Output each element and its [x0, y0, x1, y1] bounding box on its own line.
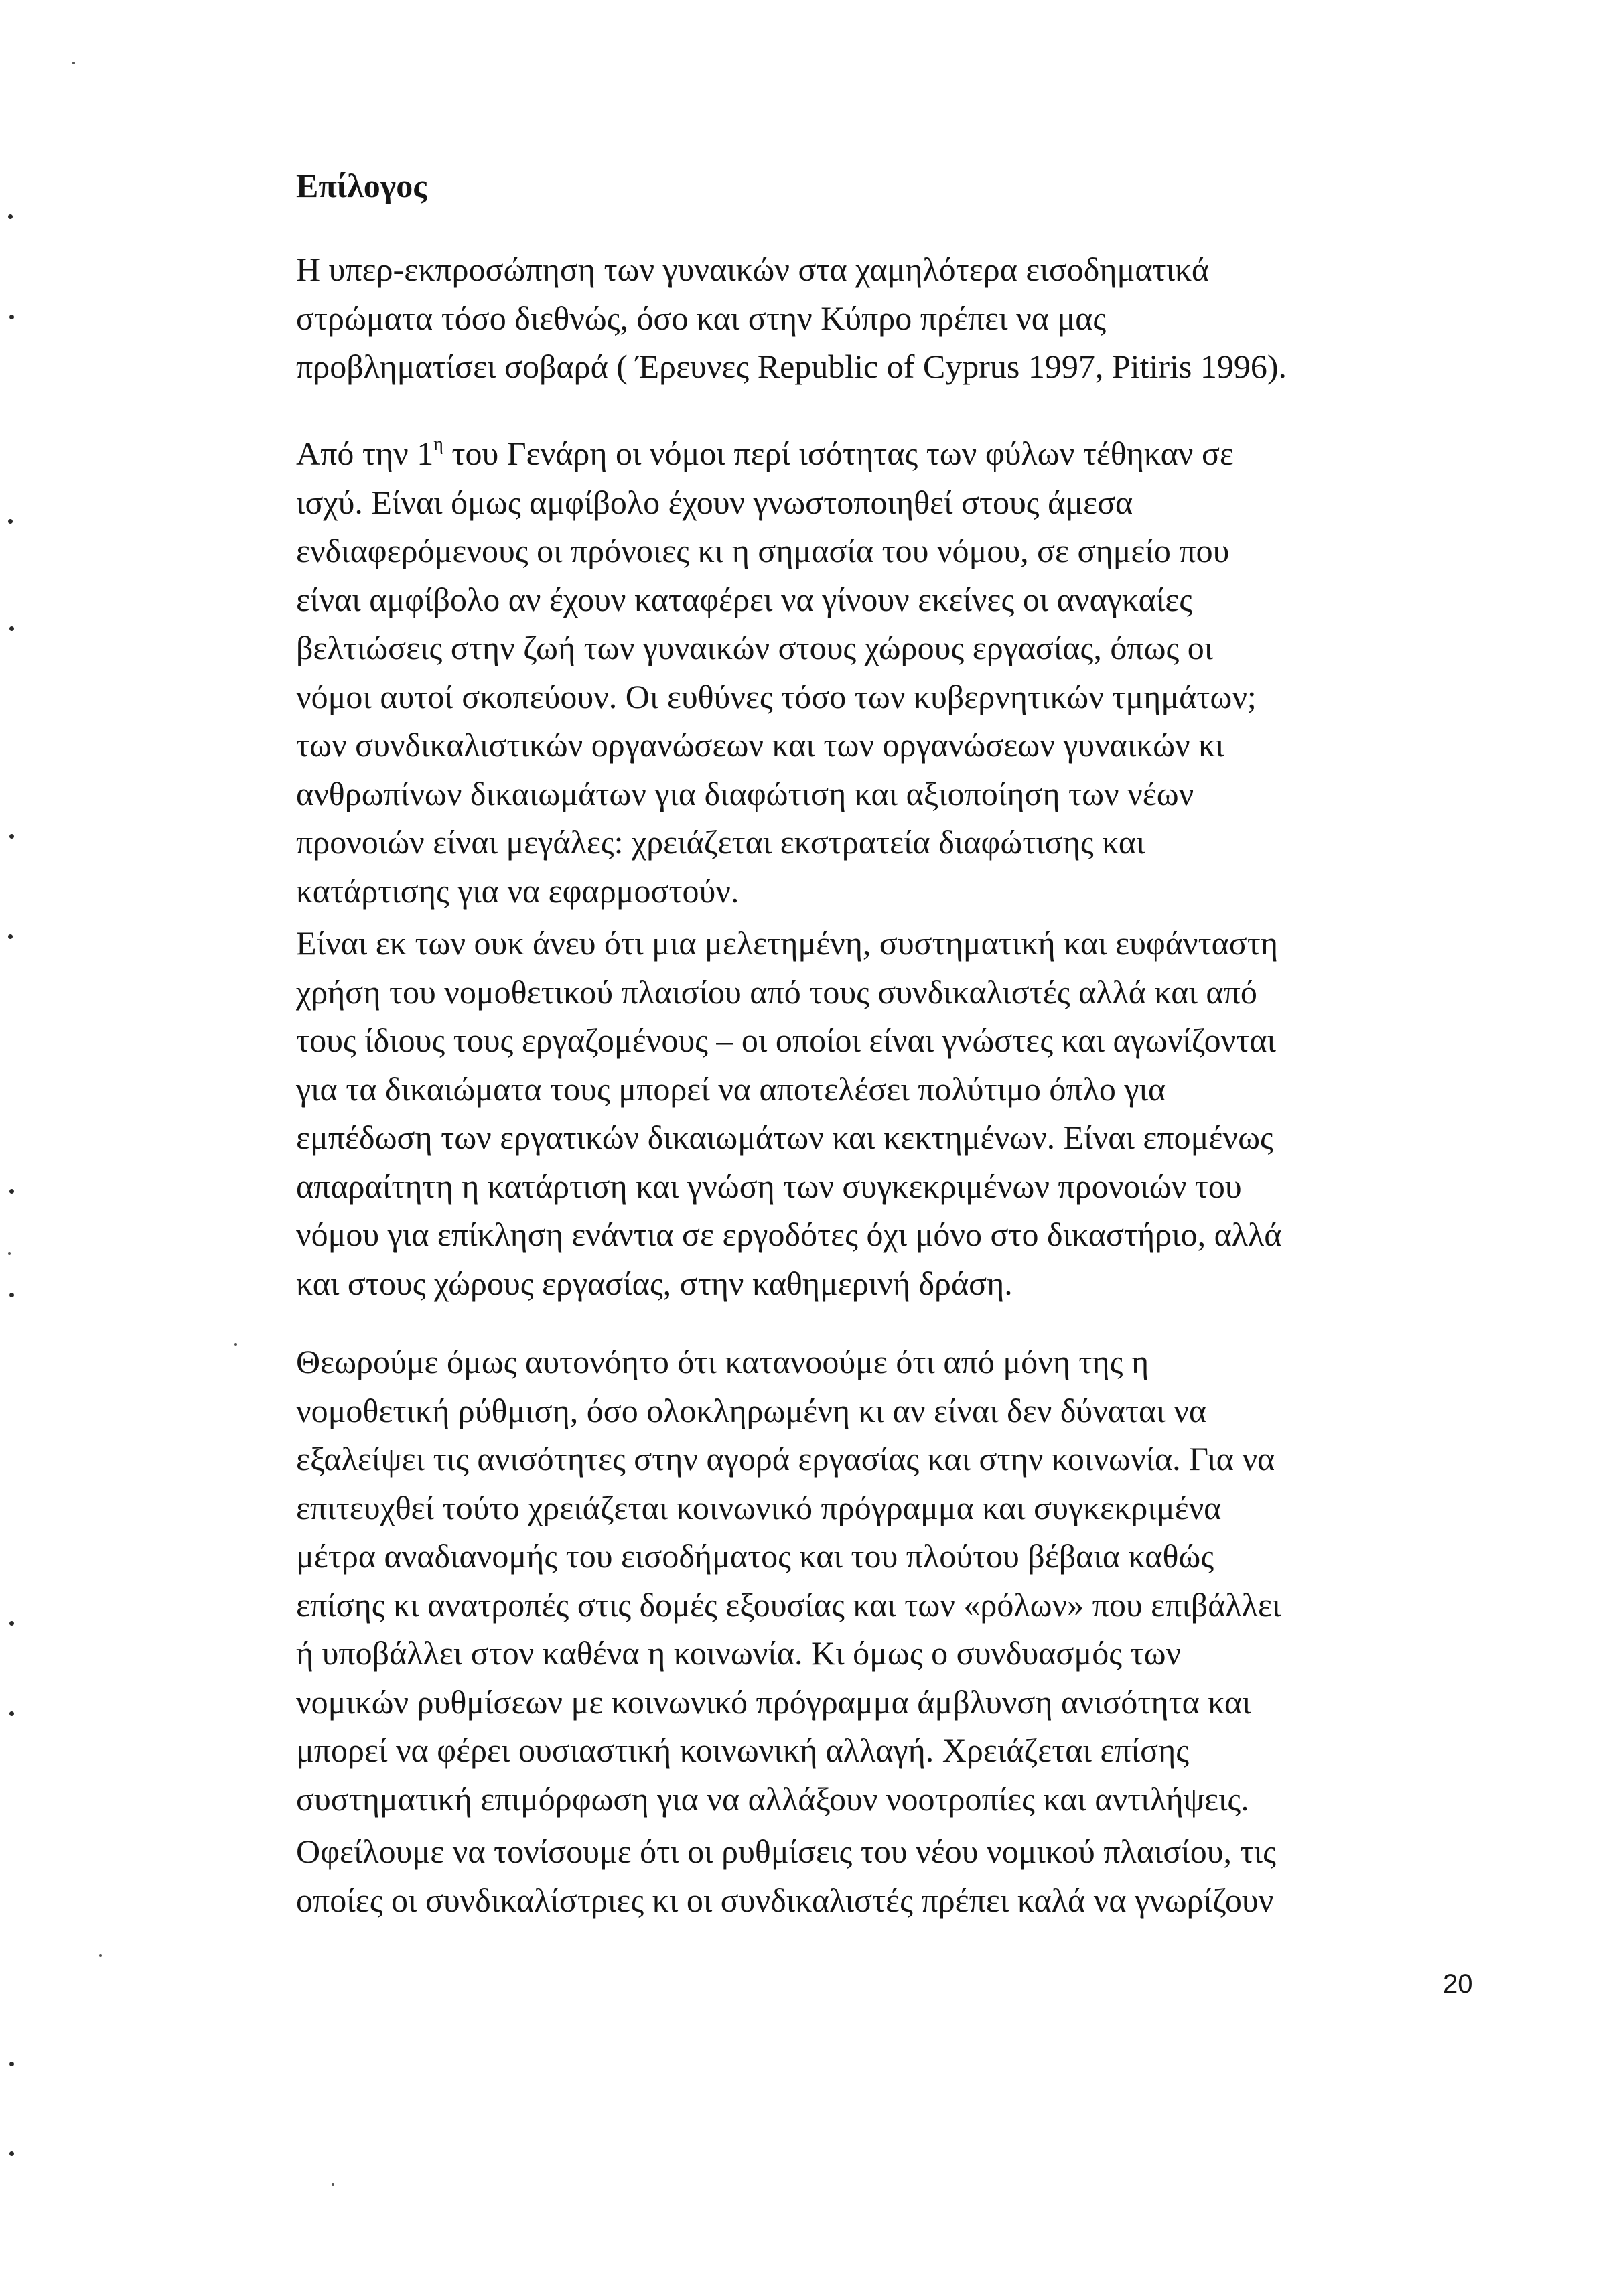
text-line: νομοθετική ρύθμιση, όσο ολοκληρωμένη κι αν είναι δεν δύναται να — [296, 1391, 1207, 1429]
section-heading: Επίλογος — [296, 167, 427, 204]
text-line: εμπέδωση των εργατικών δικαιωμάτων και κεκτημένων. Είναι επομένως — [296, 1119, 1273, 1156]
page-number: 20 — [1443, 1969, 1473, 1999]
text-line: προνοιών είναι μεγάλες: χρειάζεται εκστρατεία διαφώτισης και — [296, 823, 1145, 861]
scan-speck — [99, 1954, 102, 1957]
paragraph-5 — [296, 1827, 1522, 1924]
scan-speck — [9, 834, 14, 839]
text-line: συστηματική επιμόρφωση για να αλλάξουν νοοτροπίες και αντιλήψεις. — [296, 1780, 1249, 1818]
text-line: νόμοι αυτοί σκοπεύουν. Οι ευθύνες τόσο των κυβερνητικών τμημάτων; — [296, 677, 1257, 715]
scan-speck — [8, 934, 13, 939]
text-line: και στους χώρους εργασίας, στην καθημερινή δράση. — [296, 1264, 1013, 1302]
scan-speck — [9, 315, 14, 319]
scan-speck — [72, 62, 75, 64]
text-line: στρώματα τόσο διεθνώς, όσο και στην Κύπρο πρέπει να μας — [296, 299, 1107, 337]
text-line: για τα δικαιώματα τους μπορεί να αποτελέσει πολύτιμο όπλο για — [296, 1070, 1166, 1108]
text-line: προβληματίσει σοβαρά ( Έρευνες Republic of Cyprus 1997, Pitiris 1996). — [296, 348, 1287, 385]
text-line: ισχύ. Είναι όμως αμφίβολο έχουν γνωστοποιηθεί στους άμεσα — [296, 483, 1133, 521]
text-line: απαραίτητη η κατάρτιση και γνώση των συγκεκριμένων προνοιών του — [296, 1167, 1242, 1205]
text-line-first — [296, 429, 1522, 478]
text-line: βελτιώσεις στην ζωή των γυναικών στους χώρους εργασίας, όπως οι — [296, 629, 1214, 666]
text-line: είναι αμφίβολο αν έχουν καταφέρει να γίνουν εκείνες οι αναγκαίες — [296, 580, 1193, 618]
text-line: των συνδικαλιστικών οργανώσεων και των οργανώσεων γυναικών κι — [296, 726, 1224, 764]
scan-speck — [9, 2151, 14, 2156]
text-line: ενδιαφερόμενους οι πρόνοιες κι η σημασία του νόμου, σε σημείο που — [296, 532, 1230, 569]
text-line: εξαλείψει τις ανισότητες στην αγορά εργασίας και στην κοινωνία. Για να — [296, 1440, 1275, 1478]
scan-speck — [9, 1711, 14, 1716]
text-line: νόμου για επίκληση ενάντια σε εργοδότες όχι μόνο στο δικαστήριο, αλλά — [296, 1216, 1282, 1253]
text-line: επιτευχθεί τούτο χρειάζεται κοινωνικό πρόγραμμα και συγκεκριμένα — [296, 1488, 1222, 1526]
text-line: νομικών ρυθμίσεων με κοινωνικό πρόγραμμα άμβλυνση ανισότητα και — [296, 1682, 1251, 1721]
text-line: ανθρωπίνων δικαιωμάτων για διαφώτιση και αξιοποίηση των νέων — [296, 774, 1194, 812]
scan-speck — [8, 519, 13, 524]
scan-speck — [234, 1343, 237, 1346]
scan-speck — [8, 1252, 11, 1255]
text-line: ή υποβάλλει στον καθένα η κοινωνία. Κι όμως ο συνδυασμός των — [296, 1634, 1182, 1672]
scan-speck — [9, 1621, 14, 1626]
text-line: Είναι εκ των ουκ άνευ ότι μια μελετημένη, συστηματική και ευφάνταστη — [296, 924, 1278, 962]
paragraph-4 — [296, 1338, 1522, 1823]
text-run: Από την 1 — [296, 435, 434, 472]
paragraph-3 — [296, 919, 1522, 1307]
text-line: κατάρτισης για να εφαρμοστούν. — [296, 871, 739, 910]
text-line: Η υπερ-εκπροσώπηση των γυναικών στα χαμηλότερα εισοδηματικά — [296, 250, 1210, 288]
scan-speck — [8, 214, 13, 219]
scan-speck — [9, 1189, 14, 1194]
paragraph-1 — [296, 245, 1522, 391]
ordinal-superscript: η — [433, 434, 443, 455]
paragraph-2 — [296, 429, 1522, 915]
text-run: του Γενάρη οι νόμοι περί ισότητας των φύλων τέθηκαν σε — [443, 435, 1234, 472]
text-line: Οφείλουμε να τονίσουμε ότι οι ρυθμίσεις του νέου νομικού πλαισίου, τις — [296, 1833, 1276, 1870]
text-line: Θεωρούμε όμως αυτονόητο ότι κατανοούμε ότι από μόνη της η — [296, 1343, 1149, 1380]
scan-speck — [9, 2062, 14, 2066]
text-line: τους ίδιους τους εργαζομένους – οι οποίοι είναι γνώστες και αγωνίζονται — [296, 1021, 1276, 1059]
text-line: μπορεί να φέρει ουσιαστική κοινωνική αλλαγή. Χρειάζεται επίσης — [296, 1731, 1190, 1769]
scan-speck — [9, 626, 14, 631]
text-line: μέτρα αναδιανομής του εισοδήματος και του πλούτου βέβαια καθώς — [296, 1537, 1214, 1575]
text-line: επίσης κι ανατροπές στις δομές εξουσίας και των «ρόλων» που επιβάλλει — [296, 1585, 1281, 1624]
text-line: χρήση του νομοθετικού πλαισίου από τους συνδικαλιστές αλλά και από — [296, 973, 1257, 1011]
scan-speck — [9, 1293, 14, 1297]
scan-speck — [332, 2183, 334, 2186]
text-line: οποίες οι συνδικαλίστριες κι οι συνδικαλιστές πρέπει καλά να γνωρίζουν — [296, 1881, 1274, 1919]
